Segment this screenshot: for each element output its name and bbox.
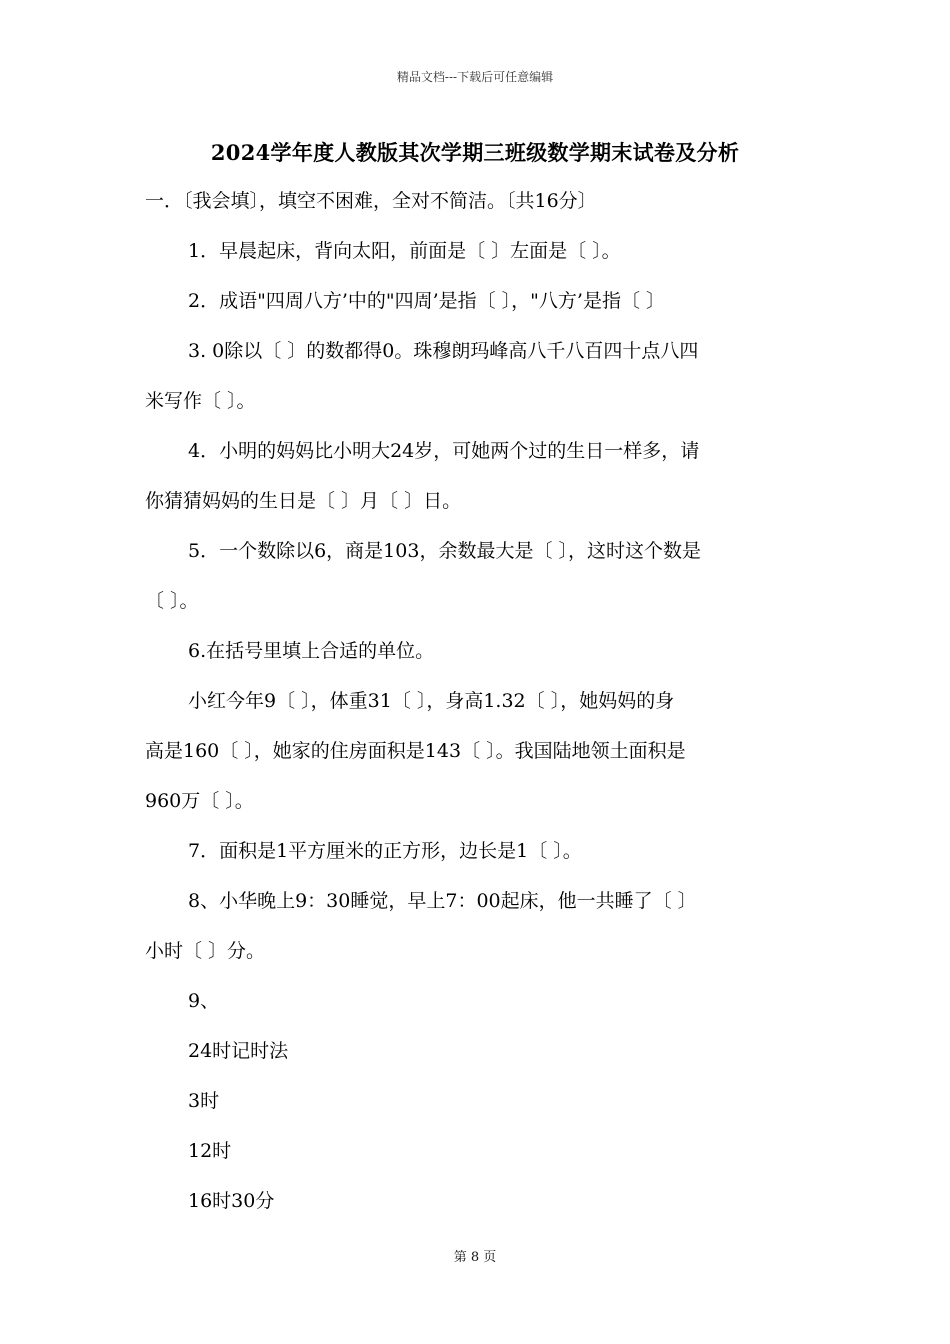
question-6-line-1: 小红今年9〔 〕，体重31〔 〕，身高1.32〔 〕，她妈妈的身 — [188, 690, 675, 712]
question-6-line-3: 960万〔 〕。 — [145, 790, 254, 812]
time-table-cell: 12时 — [188, 1140, 232, 1162]
question-3-line-1: 3. 0除以〔 〕的数都得0。珠穆朗玛峰高八千八百四十点八四 — [188, 340, 699, 362]
question-9: 9、 — [188, 990, 220, 1012]
question-8-line-1: 8、小华晚上9：30睡觉，早上7：00起床，他一共睡了〔 〕 — [188, 890, 697, 912]
question-5-line-2: 〔 〕。 — [145, 590, 199, 612]
question-8-line-2: 小时〔 〕分。 — [145, 940, 266, 962]
question-1: 1．早晨起床，背向太阳，前面是〔 〕左面是〔 〕。 — [188, 240, 621, 262]
time-table-cell: 3时 — [188, 1090, 220, 1112]
page-number: 第 8 页 — [453, 1250, 497, 1265]
header-note: 精品文档---下载后可任意编辑 — [396, 70, 554, 84]
section-heading: 一．〔我会填〕，填空不困难，全对不简洁。〔共16分〕 — [145, 190, 597, 212]
question-2: 2．成语"四周八方’中的"四周’是指〔 〕，"八方’是指〔 〕 — [188, 290, 666, 312]
time-table-cell: 24时记时法 — [188, 1040, 289, 1062]
question-5-line-1: 5．一个数除以6，商是103，余数最大是〔 〕，这时这个数是 — [188, 540, 701, 562]
question-6-line-2: 高是160〔 〕，她家的住房面积是143〔 〕。我国陆地领土面积是 — [145, 740, 686, 762]
question-3-line-2: 米写作〔 〕。 — [145, 390, 256, 412]
question-7: 7．面积是1平方厘米的正方形，边长是1〔 〕。 — [188, 840, 582, 862]
time-table-cell: 16时30分 — [188, 1190, 275, 1212]
document-title: 2024学年度人教版其次学期三班级数学期末试卷及分析 — [210, 140, 740, 165]
question-4-line-1: 4．小明的妈妈比小明大24岁，可她两个过的生日一样多，请 — [188, 440, 700, 462]
question-4-line-2: 你猜猜妈妈的生日是〔 〕月〔 〕日。 — [145, 490, 462, 512]
question-6: 6.在括号里填上合适的单位。 — [188, 640, 435, 662]
